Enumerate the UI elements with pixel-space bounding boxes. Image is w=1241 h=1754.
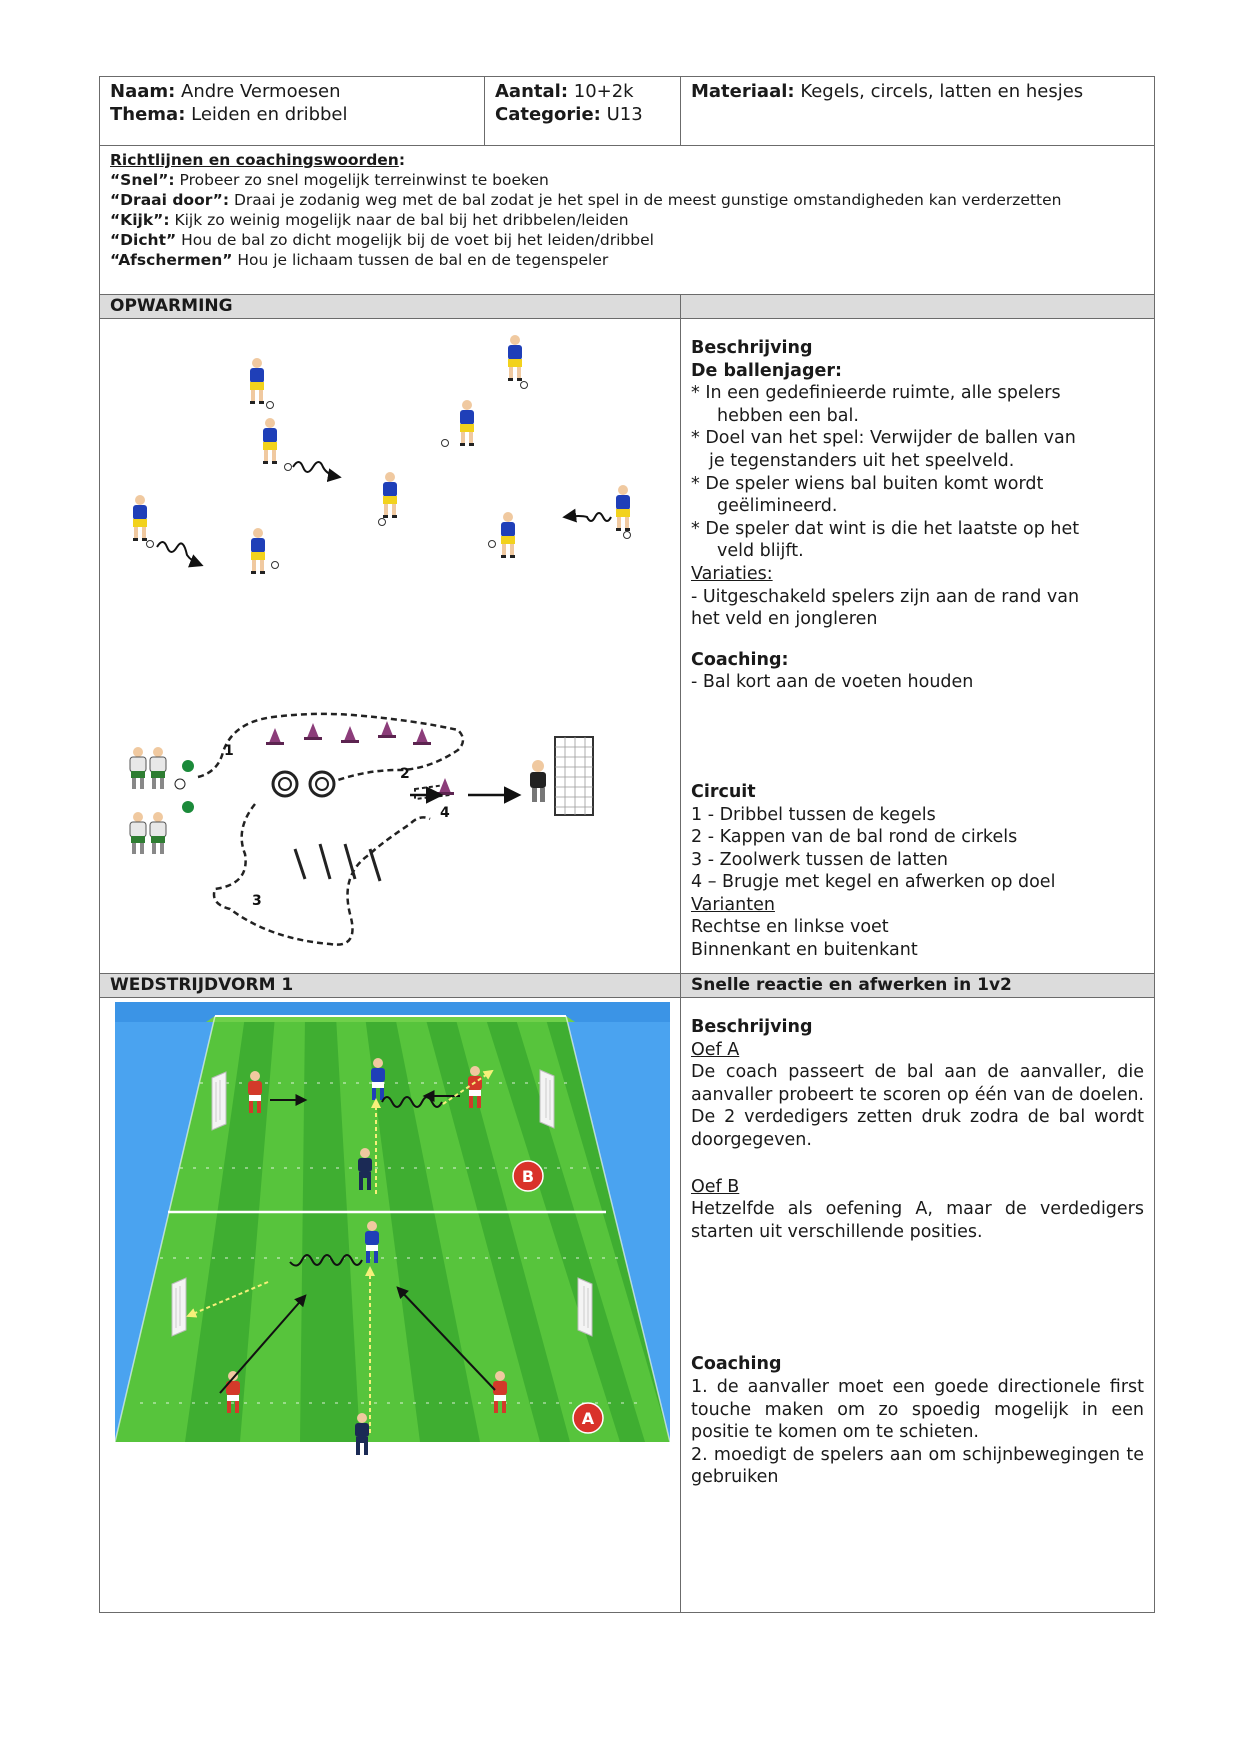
- game1-row: [100, 998, 1155, 1613]
- game1-band: [100, 974, 1155, 998]
- game1-coaching-line: 2. moedigt de spelers aan om schijnbewegingen te gebruiken: [691, 1444, 1144, 1488]
- warmup-line: * De speler dat wint is die het laatste op het: [691, 518, 1080, 539]
- warmup-line: * In een gedefinieerde ruimte, alle spelers: [691, 383, 1061, 404]
- variant-line: Binnenkant en buitenkant: [691, 940, 918, 961]
- guideline-term: “Kijk”:: [110, 211, 170, 229]
- warmup-row: [100, 319, 1155, 974]
- circuit-step: 1 - Dribbel tussen de kegels: [691, 804, 936, 825]
- guideline-text: Hou je lichaam tussen de bal en de tegenspeler: [232, 251, 609, 269]
- trainer-cell: [100, 77, 485, 146]
- warmup-illustrations: [100, 319, 681, 974]
- oef-b-text: Hetzelfde als oefening A, maar de verdedigers starten uit verschillende posities.: [691, 1199, 1144, 1242]
- guideline-term: “Dicht”: [110, 231, 177, 249]
- variation-line: - Uitgeschakeld spelers zijn aan de rand van: [691, 586, 1080, 607]
- oef-a-label: Oef A: [691, 1039, 740, 1060]
- warmup-line: veld blijft.: [717, 541, 804, 562]
- naam-value: Andre Vermoesen: [175, 81, 341, 102]
- thema-value: Leiden en dribbel: [185, 104, 348, 125]
- warmup-coaching-label: Coaching:: [691, 649, 789, 670]
- warmup-heading: Beschrijving: [691, 338, 813, 358]
- count-cell: [485, 77, 681, 146]
- circuit-step: 4 – Brugje met kegel en afwerken op doel: [691, 872, 1056, 893]
- player-icon: [133, 335, 631, 574]
- guideline-term: “Afschermen”: [110, 251, 233, 269]
- variant-line: Rechtse en linkse voet: [691, 917, 889, 938]
- warmup-line: * De speler wiens bal buiten komt wordt: [691, 473, 1044, 494]
- game1-illustration: [100, 998, 681, 1613]
- aantal-value: 10+2k: [568, 81, 634, 102]
- oef-a-text: De coach passeert de bal aan de aanvaller, die aanvaller probeert te scoren op één van de doelen. De 2 verdedigers zetten druk zodra de bal wordt doorgegeven.: [691, 1062, 1144, 1150]
- thema-label: Thema:: [110, 104, 186, 125]
- guideline-text: Probeer zo snel mogelijk terreinwinst te boeken: [174, 171, 549, 189]
- guideline-item: [110, 170, 1144, 190]
- training-sheet: [99, 76, 1154, 1613]
- guideline-item: [110, 190, 1144, 210]
- warmup-description: [681, 319, 1155, 974]
- guideline-text: Kijk zo weinig mogelijk naar de bal bij het dribbelen/leiden: [169, 211, 629, 229]
- oef-b-label: Oef B: [691, 1176, 740, 1197]
- material-cell: [681, 77, 1155, 146]
- guideline-text: Draai je zodanig weg met de bal zodat je het spel in de meest gunstige omstandigheden kan verderzetten: [229, 191, 1062, 209]
- guideline-term: “Snel”:: [110, 171, 175, 189]
- circuit-number: 1: [224, 743, 234, 759]
- circuit-diagram: [130, 714, 593, 945]
- pitch-diagram: [100, 998, 680, 1608]
- guidelines-cell: [100, 146, 1155, 295]
- warmup-band-title: OPWARMING: [100, 295, 681, 319]
- materiaal-label: Materiaal:: [691, 81, 795, 102]
- guideline-item: [110, 230, 1144, 250]
- variations-label: Variaties:: [691, 563, 773, 584]
- warmup-coaching-line: - Bal kort aan de voeten houden: [691, 672, 974, 693]
- circuit-label: Circuit: [691, 781, 756, 802]
- circuit-number: 3: [252, 893, 262, 909]
- warmup-line: * Doel van het spel: Verwijder de ballen van: [691, 428, 1076, 449]
- game1-heading: Beschrijving: [691, 1017, 813, 1037]
- warmup-drawing: [100, 319, 680, 969]
- game1-band-subtitle: Snelle reactie en afwerken in 1v2: [681, 974, 1155, 998]
- circuit-step: 3 - Zoolwerk tussen de latten: [691, 849, 949, 870]
- circuit-number: 2: [400, 766, 410, 782]
- circuit-step: 2 - Kappen van de bal rond de cirkels: [691, 827, 1018, 848]
- training-table: [99, 76, 1155, 1613]
- materiaal-value: Kegels, circels, latten en hesjes: [794, 81, 1084, 102]
- marker-b: B: [521, 1167, 535, 1186]
- goal-icon: [555, 737, 593, 815]
- guidelines-title-colon: :: [398, 151, 406, 169]
- warmup-subheading: De ballenjager:: [691, 360, 842, 381]
- guideline-item: [110, 210, 1144, 230]
- game1-description: [681, 998, 1155, 1613]
- header-row: [100, 77, 1155, 146]
- game1-band-title: WEDSTRIJDVORM 1: [100, 974, 681, 998]
- game1-coaching-label: Coaching: [691, 1354, 782, 1375]
- guideline-item: [110, 250, 1144, 270]
- variation-line: het veld en jongleren: [691, 609, 878, 630]
- guidelines-title: Richtlijnen en coachingswoorden: [110, 151, 399, 169]
- guideline-term: “Draai door”:: [110, 191, 230, 209]
- marker-a: A: [581, 1409, 595, 1428]
- circuit-number: 4: [440, 805, 450, 821]
- varianten-label: Varianten: [691, 894, 775, 915]
- warmup-line: hebben een bal.: [717, 405, 859, 426]
- warmup-line: geëlimineerd.: [717, 496, 838, 517]
- warmup-band-right: [681, 295, 1155, 319]
- naam-label: Naam:: [110, 81, 176, 102]
- guideline-text: Hou de bal zo dicht mogelijk bij de voet bij het leiden/dribbel: [176, 231, 654, 249]
- game1-coaching-line: 1. de aanvaller moet een goede directionele first touche maken om zo spoedig mogelijk in een positie te komen om te schieten.: [691, 1376, 1144, 1443]
- guidelines-row: [100, 146, 1155, 295]
- goalkeeper-icon: [530, 760, 546, 802]
- categorie-value: U13: [600, 104, 643, 125]
- categorie-label: Categorie:: [495, 104, 601, 125]
- aantal-label: Aantal:: [495, 81, 569, 102]
- warmup-line: je tegenstanders uit het speelveld.: [709, 450, 1015, 471]
- warmup-band: [100, 295, 1155, 319]
